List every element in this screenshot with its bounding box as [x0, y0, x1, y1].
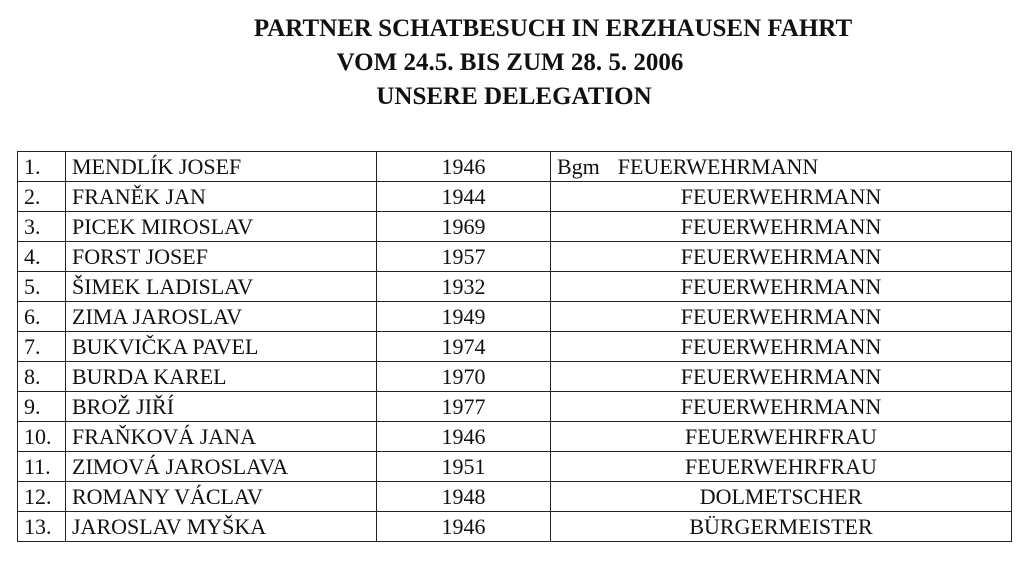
table-row	[18, 422, 1012, 452]
member-name: MENDLÍK JOSEF	[66, 152, 377, 182]
table-row	[18, 362, 1012, 392]
member-role: BÜRGERMEISTER	[551, 512, 1012, 542]
member-role: FEUERWEHRMANN	[551, 242, 1012, 272]
member-name: ZIMA JAROSLAV	[66, 302, 377, 332]
member-name: JAROSLAV MYŠKA	[66, 512, 377, 542]
row-number: 11.	[18, 452, 66, 482]
birth-year: 1949	[377, 302, 551, 332]
member-name: FRANĚK JAN	[66, 182, 377, 212]
row-number: 5.	[18, 272, 66, 302]
member-role: FEUERWEHRFRAU	[551, 422, 1012, 452]
row-number: 6.	[18, 302, 66, 332]
table-row	[18, 242, 1012, 272]
birth-year: 1977	[377, 392, 551, 422]
row-number: 12.	[18, 482, 66, 512]
title-line-1: PARTNER SCHATBESUCH IN ERZHAUSEN FAHRT	[253, 15, 853, 42]
table-row	[18, 512, 1012, 542]
row-number: 13.	[18, 512, 66, 542]
table-row	[18, 302, 1012, 332]
member-role: FEUERWEHRMANN	[551, 302, 1012, 332]
birth-year: 1974	[377, 332, 551, 362]
member-role: FEUERWEHRMANN	[551, 392, 1012, 422]
member-role-cell	[551, 152, 1012, 182]
title-line-3: UNSERE DELEGATION	[376, 83, 652, 110]
row-number: 3.	[18, 212, 66, 242]
member-name: FORST JOSEF	[66, 242, 377, 272]
member-name: ŠIMEK LADISLAV	[66, 272, 377, 302]
row-number: 8.	[18, 362, 66, 392]
birth-year: 1944	[377, 182, 551, 212]
table-row	[18, 152, 1012, 182]
member-role: FEUERWEHRMANN	[617, 154, 819, 179]
document-header	[0, 12, 1024, 114]
table-row	[18, 392, 1012, 422]
birth-year: 1970	[377, 362, 551, 392]
member-name: ZIMOVÁ JAROSLAVA	[66, 452, 377, 482]
row-number: 4.	[18, 242, 66, 272]
member-role: FEUERWEHRMANN	[551, 362, 1012, 392]
birth-year: 1948	[377, 482, 551, 512]
row-number: 7.	[18, 332, 66, 362]
row-number: 1.	[18, 152, 66, 182]
member-name: ROMANY VÁCLAV	[66, 482, 377, 512]
member-name: BUKVIČKA PAVEL	[66, 332, 377, 362]
row-number: 9.	[18, 392, 66, 422]
birth-year: 1946	[377, 512, 551, 542]
member-role: FEUERWEHRMANN	[551, 182, 1012, 212]
birth-year: 1951	[377, 452, 551, 482]
birth-year: 1946	[377, 152, 551, 182]
member-role: FEUERWEHRMANN	[551, 332, 1012, 362]
delegation-table	[17, 151, 1012, 542]
member-name: FRAŇKOVÁ JANA	[66, 422, 377, 452]
member-role: FEUERWEHRMANN	[551, 272, 1012, 302]
birth-year: 1957	[377, 242, 551, 272]
row-number: 10.	[18, 422, 66, 452]
member-name: PICEK MIROSLAV	[66, 212, 377, 242]
table-row	[18, 272, 1012, 302]
table-row	[18, 332, 1012, 362]
member-role: DOLMETSCHER	[551, 482, 1012, 512]
table-row	[18, 212, 1012, 242]
table-row	[18, 182, 1012, 212]
member-role: FEUERWEHRMANN	[551, 212, 1012, 242]
member-role: FEUERWEHRFRAU	[551, 452, 1012, 482]
member-name: BROŽ JIŘÍ	[66, 392, 377, 422]
birth-year: 1932	[377, 272, 551, 302]
table-row	[18, 452, 1012, 482]
birth-year: 1946	[377, 422, 551, 452]
birth-year: 1969	[377, 212, 551, 242]
member-name: BURDA KAREL	[66, 362, 377, 392]
row-number: 2.	[18, 182, 66, 212]
title-line-2: VOM 24.5. BIS ZUM 28. 5. 2006	[336, 49, 684, 76]
table-row	[18, 482, 1012, 512]
role-prefix: Bgm	[557, 154, 600, 179]
